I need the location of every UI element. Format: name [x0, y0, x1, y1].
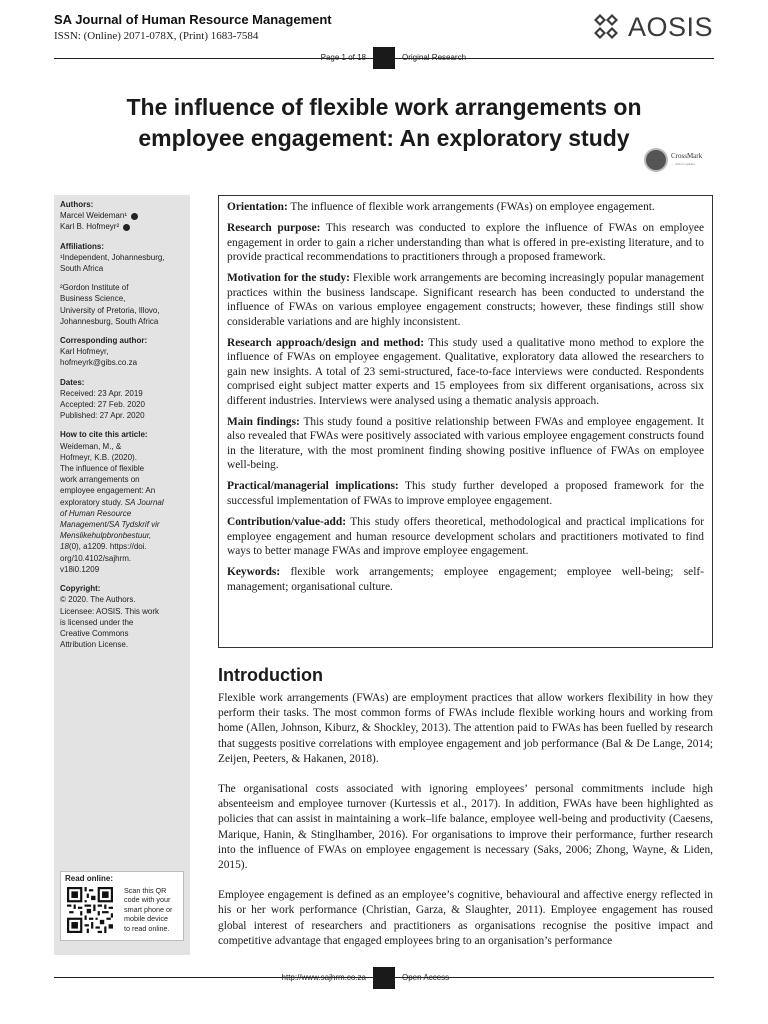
cite-line: [60, 497, 184, 508]
body-paragraph: Employee engagement is defined as an employee’s cognitive, behavioural and affective energy reflected in his or her work performance (Christian, Garza, & Slaughter, 2011). Employee engagement has roused global interest of researchers and practitioners as organisations recognise the positive impact and competitive advantage that engaged employees bring to an organisation’s performance: [218, 889, 713, 947]
copyright-section: [60, 583, 184, 650]
cite-heading: How to cite this article:: [60, 430, 148, 440]
body-paragraph: Flexible work arrangements (FWAs) are employment practices that allow workers flexibility in how they perform their tasks. The most common forms of FWAs include flexible working hours and working from home (Allen, Johnson, Kiburz, & Shockley, 2013). The attention paid to FWAs has been fuelled by research that suggests positive correlations with employee engagement and job performance (Bal & De Lange, 2014; Zeijen, Peeters, & Hakanen, 2018).: [218, 692, 713, 765]
date-received: Received: 23 Apr. 2019: [60, 388, 143, 398]
crossmark-badge[interactable]: [644, 145, 714, 175]
abstract-contribution: [227, 515, 704, 559]
crossmark-icon: [644, 148, 668, 172]
footer-marker: [373, 967, 395, 989]
cite-text: exploratory study.: [60, 497, 123, 507]
cite-line: The influence of flexible: [60, 464, 145, 474]
dates-section: [60, 377, 184, 422]
corresponding-email[interactable]: hofmeyrk@gibs.co.za: [60, 358, 138, 368]
cite-line: Weideman, M., &: [60, 441, 122, 451]
cite-journal-line: Menslikehulpbronbestuur,: [60, 531, 152, 541]
cite-section: [60, 429, 184, 575]
author-entry: [60, 221, 184, 232]
abstract-label: Practical/managerial implications:: [227, 480, 399, 493]
title-line: employee engagement: An exploratory study: [138, 125, 630, 151]
affiliations-heading: Affiliations:: [60, 241, 104, 251]
read-online-line: mobile device: [124, 914, 168, 924]
cite-doi-line[interactable]: v18i0.1209: [60, 564, 100, 574]
publisher-logo: [594, 12, 716, 42]
read-online-line: code with your: [124, 895, 171, 905]
affiliation-line: ²Gordon Institute of: [60, 283, 129, 293]
abstract-keywords: [227, 565, 704, 594]
abstract-text: This study offers theoretical, methodological and practical implications for employee engagement and human resource development scholars and practitioners motivated to find ways to better manage FWAs and improve employee engagement.: [227, 516, 704, 558]
crossmark-sub: ← click for updates: [671, 162, 695, 166]
body-paragraph: The organisational costs associated with ignoring employees’ personal commitments include high absenteeism and employee turnover (Kurtessis et al., 2017). In addition, FWAs have been highlighted as policies that can assist in maintaining a work–life balance, employee well-being and productivity (Caesens, Marique, Hanin, & Stinglhamber, 2016). For organisations to improve their performance, further research into the influence of FWAs on employee engagement is necessary (Saks, 2006; Zhong, Wayne, & Liden, 2015).: [218, 783, 713, 872]
dates-heading: Dates:: [60, 377, 85, 387]
abstract-label: Research purpose:: [227, 222, 321, 235]
read-online-heading: Read online:: [65, 874, 114, 883]
authors-section: [60, 199, 184, 233]
header-marker: [373, 47, 395, 69]
copyright-line[interactable]: Creative Commons: [60, 628, 129, 638]
date-accepted: Accepted: 27 Feb. 2020: [60, 400, 145, 410]
affiliation-line: South Africa: [60, 264, 104, 274]
read-online-text: [124, 886, 184, 933]
section-heading-introduction: Introduction: [218, 665, 323, 685]
cite-volume-rest[interactable]: (0), a1209. https://doi.: [68, 542, 147, 552]
cite-volume: 18: [60, 542, 69, 552]
author-entry: [60, 210, 184, 221]
footer-open-access: Open Access: [402, 973, 450, 982]
abstract-text: Flexible work arrangements are becoming increasingly popular management practices within the business landscape. Significant research has been conducted to understand the influence of FWAs on various employee engagement constructs; however, these findings still show considerable variations and are highly inconsistent.: [227, 272, 704, 328]
logo-text: AOSIS: [628, 11, 714, 42]
cite-line: Hofmeyr, K.B. (2020).: [60, 452, 137, 462]
qr-code-icon[interactable]: [67, 887, 113, 933]
copyright-heading: Copyright:: [60, 584, 101, 594]
crossmark-label: CrossMark: [671, 152, 703, 160]
abstract-label: Contribution/value-add:: [227, 516, 346, 529]
journal-title: SA Journal of Human Resource Management: [54, 12, 332, 27]
orcid-icon[interactable]: [123, 224, 130, 231]
abstract-label: Keywords:: [227, 566, 281, 579]
abstract-label: Orientation:: [227, 201, 288, 213]
abstract-label: Motivation for the study:: [227, 272, 350, 285]
read-online-line: smart phone or: [124, 904, 173, 914]
cite-line: employee engagement: An: [60, 486, 156, 496]
abstract-text: This study found a positive relationship between FWAs and employee engagement. It also revealed that FWAs were positively associated with various employee engagement constructs found in the literature, with the most prominent finding showing positive influence of FWAs on employee well-being.: [227, 415, 704, 472]
affiliations-section-2: [60, 282, 184, 327]
abstract-box: [218, 195, 713, 648]
crossmark-label-group: [671, 152, 702, 168]
footer-url[interactable]: http://www.sajhrm.co.za: [281, 973, 366, 982]
copyright-line: is licensed under the: [60, 617, 134, 627]
read-online-line: Scan this QR: [124, 886, 167, 895]
article-type: Original Research: [402, 53, 467, 62]
abstract-text: flexible work arrangements; employee engagement; employee well-being; self-management; organisational culture.: [227, 566, 704, 593]
abstract-label: Research approach/design and method:: [227, 336, 425, 349]
corresponding-heading: Corresponding author:: [60, 336, 148, 346]
abstract-label: Main findings:: [227, 415, 300, 428]
abstract-text: The influence of flexible work arrangements (FWAs) on employee engagement.: [290, 201, 655, 213]
introduction-body: [218, 691, 713, 964]
corresponding-name: Karl Hofmeyr,: [60, 347, 109, 357]
orcid-icon[interactable]: [131, 213, 138, 220]
article-title: [84, 92, 684, 154]
abstract-implications: [227, 479, 704, 508]
author-name: Karl B. Hofmeyr²: [60, 222, 120, 232]
cite-line: work arrangements on: [60, 475, 140, 485]
affiliation-line: Johannesburg, South Africa: [60, 316, 159, 326]
abstract-orientation: [227, 200, 704, 215]
affiliations-section: [60, 241, 184, 275]
read-online-box: [60, 871, 184, 941]
read-online-line: to read online.: [124, 923, 170, 933]
abstract-text: This study used a qualitative mono method to explore the influence of FWAs on employee engagement. Qualitative, exploratory data allowed the researchers to gain new insights. A total of 23 semi-structured, face-to-face interviews were conducted. Respondents comprised eight subject matter experts and 15 employees from six different organisations, across six different industries. Interviews were analysed using a thematic analysis approach.: [227, 336, 704, 407]
abstract-main-findings: [227, 415, 704, 473]
abstract-text: This research was conducted to explore the influence of FWAs on employee engagement in order to gain a richer understanding than what is offered in pre-existing literature, and to provide practical recommendations to practitioners through a proposed framework.: [227, 222, 704, 264]
cite-journal: SA Journal: [124, 497, 164, 507]
cite-journal-line: Management/SA Tydskrif vir: [60, 520, 160, 530]
affiliation-line: University of Pretoria, Illovo,: [60, 305, 160, 315]
article-info-sidebar: [54, 195, 190, 955]
page-number: Page 1 of 18: [320, 53, 366, 62]
abstract-motivation: [227, 271, 704, 329]
abstract-text: This study further developed a proposed framework for the successful implementation of FWAs to improve employee engagement.: [227, 480, 704, 507]
author-name: Marcel Weideman¹: [60, 211, 127, 221]
corresponding-section: [60, 335, 184, 369]
cite-doi-line[interactable]: org/10.4102/sajhrm.: [60, 553, 132, 563]
issn: ISSN: (Online) 2071-078X, (Print) 1683-7584: [54, 30, 259, 42]
affiliation-line: ¹Independent, Johannesburg,: [60, 252, 165, 262]
copyright-line[interactable]: Attribution License.: [60, 640, 129, 650]
cite-volume-line: [60, 541, 184, 552]
affiliation-line: Business Science,: [60, 294, 126, 304]
authors-heading: Authors:: [60, 200, 94, 209]
date-published: Published: 27 Apr. 2020: [60, 411, 145, 421]
copyright-line: © 2020. The Authors.: [60, 595, 136, 605]
cite-journal-line: of Human Resource: [60, 508, 132, 518]
aosis-logo-icon: [594, 14, 624, 40]
abstract-approach: [227, 336, 704, 409]
abstract-research-purpose: [227, 221, 704, 265]
title-line: The influence of flexible work arrangements on: [126, 94, 642, 120]
copyright-line: Licensee: AOSIS. This work: [60, 606, 160, 616]
